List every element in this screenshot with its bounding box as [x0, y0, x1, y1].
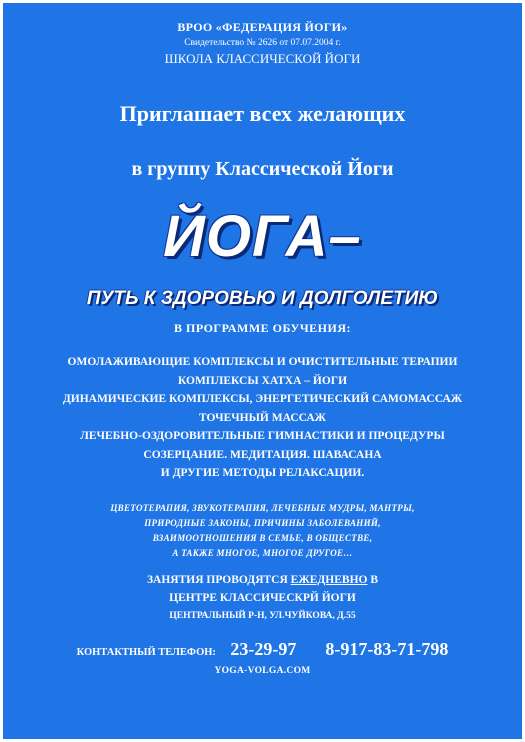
program-item: КОМПЛЕКСЫ ХАТХА – ЙОГИ	[177, 374, 348, 387]
phone-number-1: 23-29-97	[230, 639, 297, 659]
classes-prefix: ЗАНЯТИЯ ПРОВОДЯТСЯ	[146, 574, 288, 586]
program-item: ДИНАМИЧЕСКИЕ КОМПЛЕКСЫ, ЭНЕРГЕТИЧЕСКИЙ САМОМАССАЖ	[62, 393, 463, 405]
extras-item: А ТАКЖЕ МНОГОЕ, МНОГОЕ ДРУГОЕ…	[172, 548, 353, 558]
program-list	[3, 353, 522, 483]
classes-info	[3, 571, 522, 625]
school-name: ШКОЛА КЛАССИЧЕСКОЙ ЙОГИ	[164, 51, 361, 66]
contact-line	[3, 639, 522, 660]
poster-slogan: ПУТЬ К ЗДОРОВЬЮ И ДОЛГОЛЕТИЮ	[86, 288, 439, 309]
organization-name: ВРОО «ФЕДЕРАЦИЯ ЙОГИ»	[177, 20, 348, 34]
program-item: ТОЧЕЧНЫЙ МАССАЖ	[198, 411, 327, 424]
extras-item: ВЗАИМООТНОШЕНИЯ В СЕМЬЕ, В ОБЩЕСТВЕ,	[152, 533, 373, 543]
poster-title: ЙОГА–	[163, 204, 362, 269]
classes-center: ЦЕНТРЕ КЛАССИЧЕСКРЙ ЙОГИ	[169, 592, 356, 604]
program-item: ЛЕЧЕБНО-ОЗДОРОВИТЕЛЬНЫЕ ГИМНАСТИКИ И ПРОЦЕДУРЫ	[80, 430, 445, 442]
classes-frequency: ЕЖЕДНЕВНО	[290, 574, 368, 586]
extras-item: ЦВЕТОТЕРАПИЯ, ЗВУКОТЕРАПИЯ, ЛЕЧЕБНЫЕ МУДРЫ, МАНТРЫ,	[110, 503, 415, 513]
classes-suffix: В	[370, 574, 379, 586]
classes-address: ЦЕНТРАЛЬНЫЙ Р-Н, УЛ.ЧУЙКОВА, Д.55	[169, 611, 356, 621]
program-item: СОЗЕРЦАНИЕ. МЕДИТАЦИЯ. ШАВАСАНА	[143, 448, 382, 461]
program-item: ОМОЛАЖИВАЮЩИЕ КОМПЛЕКСЫ И ОЧИСТИТЕЛЬНЫЕ ТЕРАПИИ	[67, 356, 458, 368]
extras-item: ПРИРОДНЫЕ ЗАКОНЫ, ПРИЧИНЫ ЗАБОЛЕВАНИЙ,	[144, 518, 381, 528]
yoga-poster	[3, 3, 522, 739]
invite-line-2: в группу Классической Йоги	[131, 158, 394, 180]
invite-line-1: Приглашает всех желающих	[119, 101, 406, 126]
extras-list	[3, 501, 522, 561]
program-heading: В ПРОГРАММЕ ОБУЧЕНИЯ:	[174, 321, 351, 335]
contact-label: КОНТАКТНЫЙ ТЕЛЕФОН:	[76, 647, 216, 658]
certificate-line: Свидетельство № 2626 от 07.07.2004 г.	[184, 38, 341, 48]
program-item: И ДРУГИЕ МЕТОДЫ РЕЛАКСАЦИИ.	[160, 467, 365, 479]
website-link[interactable]: YOGA-VOLGA.COM	[214, 666, 311, 676]
classes-schedule	[3, 571, 522, 589]
phone-number-2: 8-917-83-71-798	[325, 639, 449, 659]
